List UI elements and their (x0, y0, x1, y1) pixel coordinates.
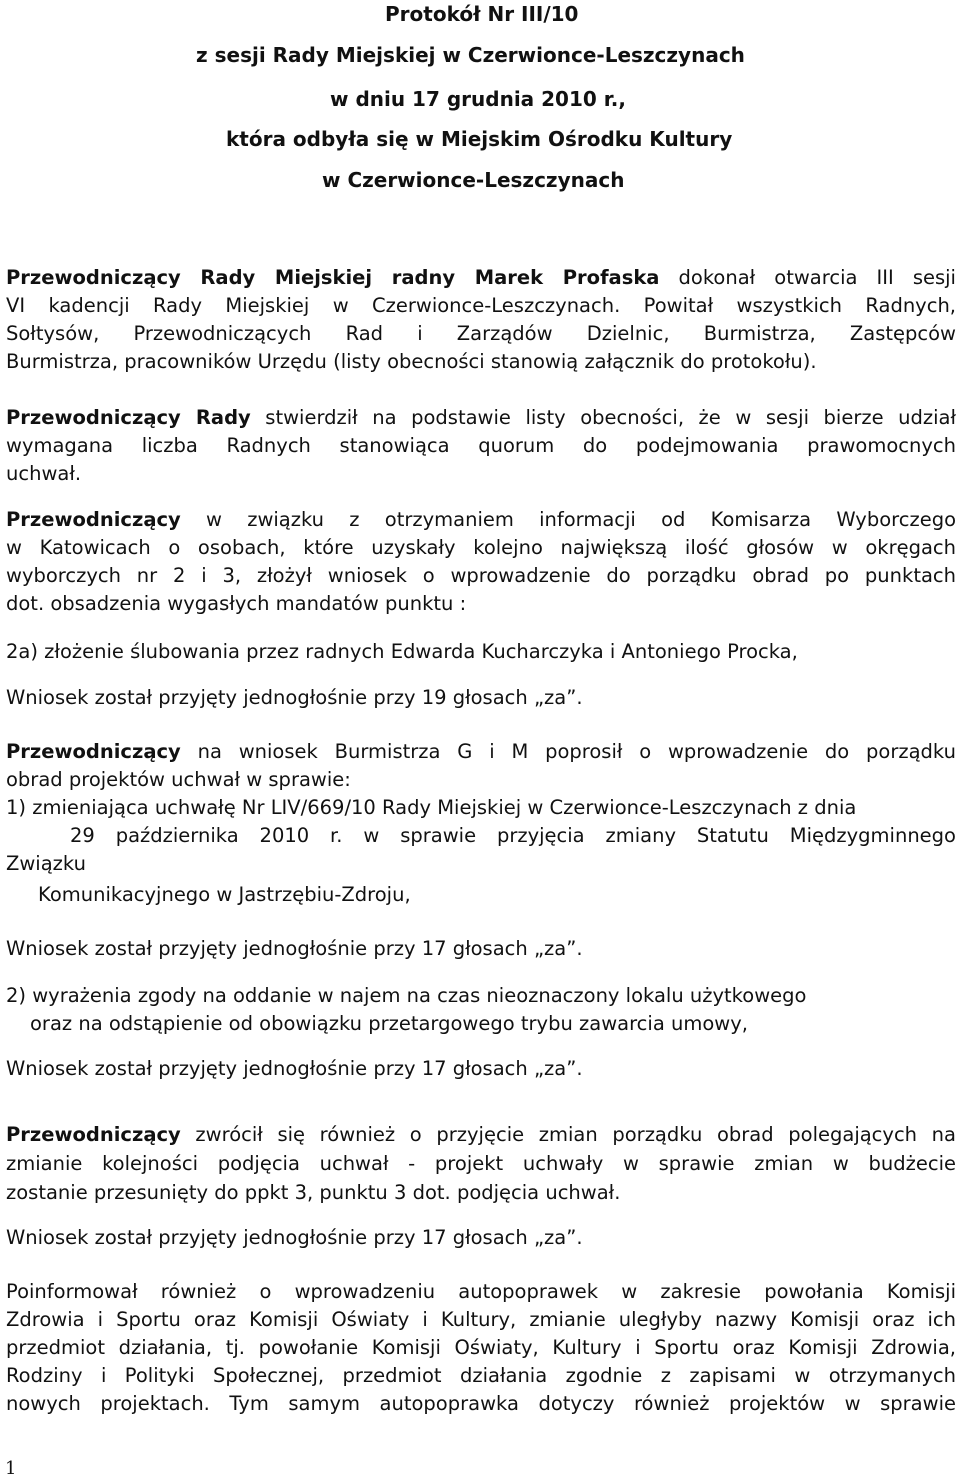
paragraph-line: 29 października 2010 r. w sprawie przyjęcia zmiany Statutu Międzygminnego (70, 824, 956, 847)
paragraph-line: Zdrowia i Sportu oraz Komisji Oświaty i Kultury, zmianie uległyby nazwy Komisji oraz ich (6, 1308, 956, 1331)
chairman-label: Przewodniczący (6, 740, 181, 763)
paragraph-line: w Katowicach o osobach, które uzyskały kolejno największą ilość głosów w okręgach (6, 536, 956, 559)
chairman-label: Przewodniczący (6, 508, 181, 531)
session-town: w Czerwionce-Leszczynach (322, 168, 625, 192)
paragraph-election-line (6, 508, 956, 531)
chairman-label: Przewodniczący Rady (6, 406, 251, 429)
paragraph-order-change-line (6, 1123, 956, 1146)
chairman-label: Przewodniczący (6, 1123, 181, 1146)
session-date: w dniu 17 grudnia 2010 r., (330, 87, 626, 111)
agenda-item-2: 2) wyrażenia zgody na oddanie w najem na czas nieoznaczony lokalu użytkowego (6, 984, 807, 1007)
paragraph-line: Komunikacyjnego w Jastrzębiu-Zdroju, (38, 883, 411, 906)
paragraph-line: przedmiot działania, tj. powołanie Komisji Oświaty, Kultury i Sportu oraz Komisji Zdrowia, (6, 1336, 956, 1359)
text-span: stwierdził na podstawie listy obecności, że w sesji bierze udział (250, 406, 957, 429)
session-title: z sesji Rady Miejskiej w Czerwionce-Leszczynach (196, 43, 745, 67)
paragraph-line: Rodziny i Polityki Społecznej, przedmiot działania zgodnie z zapisami w otrzymanych (6, 1364, 956, 1387)
agenda-item-2a: 2a) złożenie ślubowania przez radnych Edwarda Kucharczyka i Antoniego Procka, (6, 640, 798, 663)
protocol-title: Protokół Nr III/10 (385, 2, 579, 26)
paragraph-line: zmianie kolejności podjęcia uchwał - projekt uchwały w sprawie zmian w budżecie (6, 1152, 956, 1175)
paragraph-amendments-line: Poinformował również o wprowadzeniu autopoprawek w zakresie powołania Komisji (6, 1280, 956, 1303)
paragraph-quorum-line (6, 406, 956, 429)
paragraph-opening-line (6, 266, 956, 289)
vote-result: Wniosek został przyjęty jednogłośnie przy 17 głosach „za”. (6, 937, 583, 960)
paragraph-line: nowych projektach. Tym samym autopoprawka dotyczy również projektów w sprawie (6, 1392, 956, 1415)
paragraph-line: zostanie przesunięty do ppkt 3, punktu 3 dot. podjęcia uchwał. (6, 1181, 621, 1204)
paragraph-line: Burmistrza, pracowników Urzędu (listy obecności stanowią załącznik do protokołu). (6, 350, 817, 373)
text-span: dokonał otwarcia III sesji (659, 266, 956, 289)
text-span: na wniosek Burmistrza G i M poprosił o wprowadzenie do porządku (180, 740, 956, 763)
text-span: w związku z otrzymaniem informacji od Komisarza Wyborczego (180, 508, 956, 531)
vote-result: Wniosek został przyjęty jednogłośnie przy 19 głosach „za”. (6, 686, 583, 709)
paragraph-line: wyborczych nr 2 i 3, złożył wniosek o wprowadzenie do porządku obrad po punktach (6, 564, 956, 587)
paragraph-line: wymagana liczba Radnych stanowiąca quorum do podejmowania prawomocnych (6, 434, 956, 457)
agenda-item-1: 1) zmieniająca uchwałę Nr LIV/669/10 Rady Miejskiej w Czerwionce-Leszczynach z dnia (6, 796, 857, 819)
paragraph-line: uchwał. (6, 462, 82, 485)
text-span: zwrócił się również o przyjęcie zmian porządku obrad polegających na (180, 1123, 956, 1146)
session-venue: która odbyła się w Miejskim Ośrodku Kultury (226, 127, 733, 151)
paragraph-line: Związku (6, 852, 86, 875)
paragraph-line: obrad projektów uchwał w sprawie: (6, 768, 351, 791)
paragraph-agenda-request-line (6, 740, 956, 763)
paragraph-line: oraz na odstąpienie od obowiązku przetargowego trybu zawarcia umowy, (30, 1012, 748, 1035)
page-number: 1 (5, 1458, 17, 1479)
vote-result: Wniosek został przyjęty jednogłośnie przy 17 głosach „za”. (6, 1226, 583, 1249)
chairman-name: Przewodniczący Rady Miejskiej radny Marek Profaska (6, 266, 660, 289)
vote-result: Wniosek został przyjęty jednogłośnie przy 17 głosach „za”. (6, 1057, 583, 1080)
paragraph-line: VI kadencji Rady Miejskiej w Czerwionce-Leszczynach. Powitał wszystkich Radnych, (6, 294, 956, 317)
paragraph-line: Sołtysów, Przewodniczących Rad i Zarządów Dzielnic, Burmistrza, Zastępców (6, 322, 956, 345)
paragraph-line: dot. obsadzenia wygasłych mandatów punktu : (6, 592, 467, 615)
